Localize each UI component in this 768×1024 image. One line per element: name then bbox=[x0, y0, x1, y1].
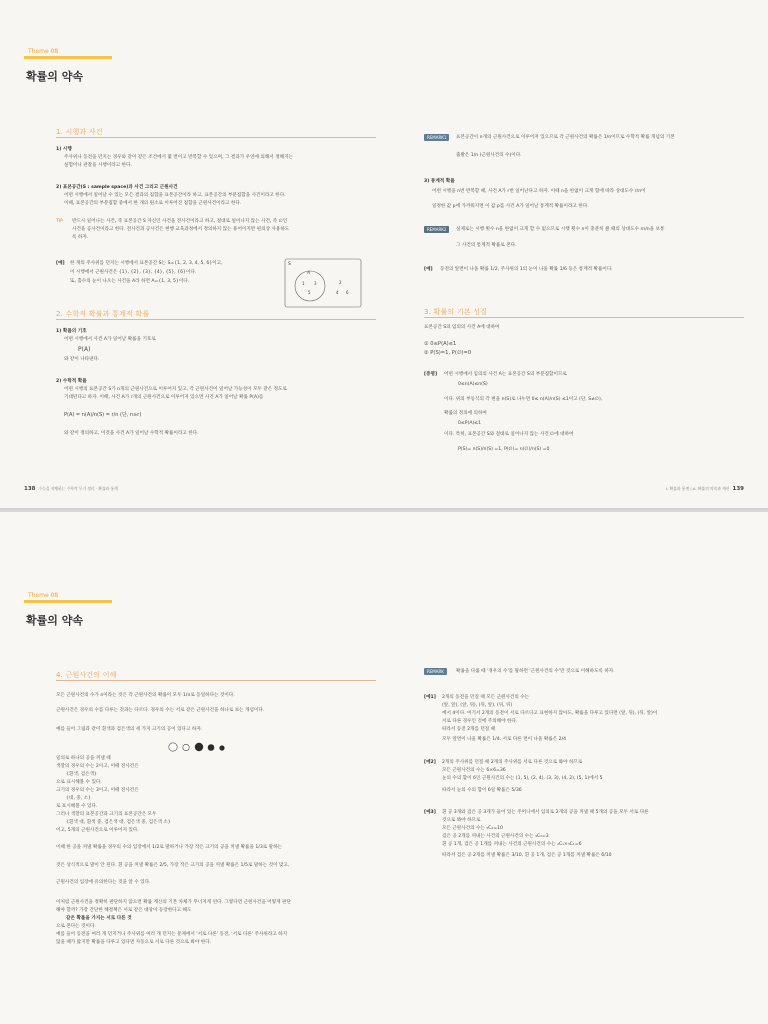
proof-label: [증명] bbox=[424, 372, 438, 377]
text-line: 사건을 공사건이라고 한다. 전사건과 공사건은 현행 교육과정에서 정의하지 않는 용어이지만 편의상 사용하도 bbox=[72, 227, 290, 232]
text-line: 색깔의 경우의 수는 2이고, 이때 전사건은 bbox=[56, 764, 139, 769]
proof-line: P(S)= n(S)/n(S) =1, P(∅)= n(∅)/n(S) =0 bbox=[458, 447, 550, 452]
text-line: 해야 할까? 가장 간단한 해결책은 서로 같은 대상이 등장한다고 해도 bbox=[56, 908, 192, 913]
text-line: 일정한 값 p에 가까워지면 이 값 p를 사건 A가 일어날 통계적 확률이라고 한다. bbox=[432, 204, 589, 209]
section-rule bbox=[56, 319, 376, 320]
example-line: 따라서 눈의 수의 합이 6일 확률은 5/36 bbox=[442, 788, 522, 793]
text-line: 이처럼 근원사건을 정확히 판단하지 않으면 확률 계산의 기본 차체가 무너지게 된다. 그렇다면 근원사건을 어떻게 판단 bbox=[56, 900, 291, 905]
text-line: 크기의 경우의 수는 3이고, 이때 전사건은 bbox=[56, 788, 139, 793]
text-line: {대, 중, 소} bbox=[66, 796, 91, 801]
text-line: 어떤 시행의 표본공간 S가 n개의 근원사건으로 이루어져 있고, 각 근원사건이 일어날 가능성이 모두 같은 정도로 bbox=[64, 387, 287, 392]
theme-underline bbox=[24, 600, 112, 603]
example-line: 따라서 동전 2개를 던질 때 bbox=[442, 727, 496, 732]
text-line: 것은 상식적으로 말이 안 된다. 흰 공을 꺼낼 확률은 2/5, 가장 작은 크기의 공을 꺼낼 확률은 1/5로 말하는 것이 맞고, bbox=[56, 863, 290, 868]
formula-line: P(A) bbox=[78, 346, 91, 353]
section-heading-probability: 2. 수학적 확률과 통계적 확률 bbox=[56, 310, 150, 318]
remark-line: 확률을 다룰 때 '경우의 수'를 말하면 '근원사건의 수'만 것으로 이해하도록 하자. bbox=[456, 669, 615, 674]
footer-right bbox=[666, 486, 744, 492]
remark-badge: REMARK2 bbox=[424, 226, 449, 233]
proof-line: 0≤n(A)≤n(S) bbox=[458, 382, 488, 387]
text-line: 예를 들어 그림과 같이 흰색과 검은색의 세 가지 크기의 공이 있다고 하자. bbox=[56, 727, 203, 732]
ball-illustration bbox=[168, 742, 230, 752]
example-label: [예2] bbox=[424, 760, 436, 765]
example-line: 따라서 검은 공 2개를 꺼낼 확률은 3/10, 흰 공 1개, 검은 공 1개를 꺼낼 확률은 6/10 bbox=[442, 853, 612, 858]
text-line: 예를 들어 동전을 여러 개 던지거나 주사위를 여러 개 던지는 문제에서 '서로 다른' 동전, '서로 다른' 주사위라고 하지 bbox=[56, 932, 288, 937]
remark-line: 실제로는 시행 횟수 n을 한없이 크게 할 수 없으므로 시행 횟수 n이 충분히 클 때의 상대도수 rn/n을 보통 bbox=[456, 227, 665, 232]
venn-element: 5 bbox=[308, 290, 311, 295]
example-line: 검은 공 2개를 꺼내는 사건의 근원사건의 수는 ₃C₂=3 bbox=[442, 834, 549, 839]
sample-space-box bbox=[285, 259, 361, 307]
text-line: 1) 확률의 기호 bbox=[56, 329, 87, 334]
text-line: 실험이나 관찰을 시행이라고 한다. bbox=[64, 163, 132, 168]
text-line: 3) 통계적 확률 bbox=[424, 179, 455, 184]
property-line: ① 0≤P(A)≤1 bbox=[424, 341, 457, 347]
proof-line: 이다. 특히, 표본공간 S와 절대로 일어나지 않는 사건 ∅에 대하여 bbox=[444, 432, 574, 437]
text-line: 2) 표본공간(S : sample space)과 사건 그리고 근원사건 bbox=[56, 185, 178, 190]
black-large-ball bbox=[195, 743, 203, 751]
remark-line: 그 사건의 통계적 확률로 본다. bbox=[456, 243, 517, 248]
white-medium-ball bbox=[183, 744, 189, 750]
section-rule bbox=[56, 137, 376, 138]
text-line: 1) 시행 bbox=[56, 147, 72, 152]
example-line: 한 개의 주사위를 던지는 시행에서 표본공간 S는 S={1, 2, 3, 4, 5, 6}이고, bbox=[70, 261, 223, 266]
text-line: 반드시 일어나는 사건, 즉 표본공간 S 자신인 사건을 전사건이라고 하고, 절대로 일어나지 않는 사건, 즉 ∅인 bbox=[72, 219, 288, 224]
text-line: 와 같이 정의하고, 이것을 사건 A가 일어날 수학적 확률이라고 한다. bbox=[64, 431, 199, 436]
text-line: 어떤 시행을 n번 반복할 때, 사건 A가 r번 일어난다고 하자. 이때 n을 한없이 크게 함에 따라 상대도수 r/n이 bbox=[432, 189, 646, 194]
proof-line: 0≤P(A)≤1 bbox=[458, 421, 482, 426]
page-title: 확률의 약속 bbox=[26, 614, 83, 627]
example-line: 이 시행에서 근원사건은 {1}, {2}, {3}, {4}, {5}, {6}이다. bbox=[70, 270, 197, 275]
text-line: 어떤 시행에서 일어날 수 있는 모든 결과의 집합을 표본공간이라 하고, 표본공간의 부분집합을 사건이라고 한다. bbox=[64, 193, 286, 198]
text-line: 으로 본다는 것이다. bbox=[56, 924, 96, 929]
remark-line: 출발은 1/n (근원사건의 수)이다. bbox=[456, 153, 522, 158]
property-line: ② P(S)=1, P(∅)=0 bbox=[424, 350, 472, 356]
example-label: [예] bbox=[56, 261, 65, 266]
example-label: [예3] bbox=[424, 810, 436, 815]
text-line: {흰색 대, 흰색 중, 검은색 대, 검은색 중, 검은색 소} bbox=[66, 820, 171, 825]
example-line: 또, 홀수의 눈이 나오는 사건을 A라 하면 A={1, 3, 5}이다. bbox=[70, 279, 190, 284]
section-heading-trials-events: 1. 시행과 사건 bbox=[56, 128, 103, 136]
section-rule bbox=[56, 680, 376, 681]
formula-line: P(A) = n(A)/n(S) = r/n (단, n≥r) bbox=[64, 412, 142, 418]
text-line: {흰색, 검은색} bbox=[66, 772, 97, 777]
footer-left bbox=[24, 486, 118, 492]
theme-label: Theme 08 bbox=[28, 592, 59, 599]
example-line: 에서 4이다. 여기서 2개의 동전이 서로 다르다고 표현하지 않아도, 확률을 다루고 있다면 (앞, 뒤), (뒤, 앞)이 bbox=[442, 711, 658, 716]
text-line: 이때 한 공을 꺼낼 확률을 경우의 수의 입장에서 1/2로 말하거나 가장 작은 크기의 공을 꺼낼 확률을 1/3로 말하는 bbox=[56, 845, 282, 850]
tip-label: TIP bbox=[56, 219, 63, 224]
text-line: 모든 근원사건의 수가 n이라는 것은 각 근원사건의 확률이 모두 1/n로 동일하다는 것이다. bbox=[56, 693, 235, 698]
textbook-page-spread-bottom bbox=[0, 512, 768, 1024]
page-number: 138 bbox=[24, 486, 36, 492]
text-line: 록 하자. bbox=[72, 235, 89, 240]
venn-element: 1 bbox=[302, 281, 305, 286]
footer-text: 수능을 지탱하는 수학적 무기 정리 · 확률과 통계 bbox=[38, 486, 118, 491]
example-line: 흰 공 3개와 검은 공 3개가 들어 있는 주머니에서 임의로 2개의 공을 꺼낼 때 5개의 공을 모두 서로 다른 bbox=[442, 810, 649, 815]
venn-element: 4 bbox=[336, 290, 339, 295]
example-label: [예1] bbox=[424, 695, 436, 700]
text-line: 으로 표시해볼 수 있다. bbox=[56, 780, 102, 785]
proof-line: 확률의 정의에 의하여 bbox=[444, 411, 487, 416]
text-line: 그러나 색깔의 표본공간과 크기의 표본공간은 모두 bbox=[56, 812, 157, 817]
emphasis-line: 같은 확률을 가지는 서로 다른 것 bbox=[66, 916, 132, 921]
text-line: 근원사건의 입장에 유의한다는 것을 알 수 있다. bbox=[56, 880, 151, 885]
section-heading-elementary-events: 4. 근원사건의 이해 bbox=[56, 671, 117, 679]
example-line: 흰 공 1개, 검은 공 1개를 꺼내는 사건의 근원사건의 수는 ₂C₁×₃C₁=6 bbox=[442, 842, 582, 847]
page-title: 확률의 약속 bbox=[26, 70, 83, 83]
venn-diagram bbox=[284, 258, 362, 308]
example-line: 것으로 봐야 하므로 bbox=[442, 818, 481, 823]
section-rule bbox=[424, 317, 744, 318]
example-line: 2개의 주사위를 던질 때 2개의 주사위를 서로 다른 것으로 봐야 하므로 bbox=[442, 760, 583, 765]
example-label: [예] bbox=[424, 267, 433, 272]
text-line: 2) 수학적 확률 bbox=[56, 379, 87, 384]
venn-element: 3 bbox=[314, 281, 317, 286]
page-number: 139 bbox=[732, 486, 744, 492]
white-large-ball bbox=[169, 743, 177, 751]
black-medium-ball bbox=[208, 744, 215, 751]
venn-element: 2 bbox=[339, 280, 342, 285]
text-line: 일의로 하나의 공을 꺼낼 때 bbox=[56, 756, 111, 761]
venn-label-s: S bbox=[288, 262, 291, 267]
example-line: 모든 근원사건의 수는 6×6=36 bbox=[442, 768, 506, 773]
text-line: 기대된다고 하자. 이때, 사건 A가 r개의 근원사건으로 이루어져 있으면 사건 A가 일어날 확률 P(A)를 bbox=[64, 395, 264, 400]
example-line: (앞, 앞), (앞, 뒤), (뒤, 앞), (뒤, 뒤) bbox=[442, 703, 513, 708]
text-line: 이때, 표본공간의 부분집합 중에서 한 개의 원소로 이루어진 집합을 근원사건이라고 한다. bbox=[64, 201, 242, 206]
venn-element: 6 bbox=[346, 290, 349, 295]
theme-underline bbox=[24, 56, 112, 59]
example-line: 눈의 수의 합이 6인 근원사건의 수는 (1, 5), (2, 4), (3, 3), (4, 2), (5, 1)에서 5 bbox=[442, 776, 603, 781]
proof-line: 어떤 시행에서 임의의 사건 A는 표본공간 S의 부분집합이므로 bbox=[444, 372, 567, 377]
text-line: 로 표시해볼 수 있다. bbox=[56, 804, 98, 809]
remark-badge: REMARK bbox=[424, 668, 447, 675]
black-small-ball bbox=[219, 745, 224, 750]
example-line: 모든 근원사건의 수는 ₅C₂=10 bbox=[442, 826, 503, 831]
section-heading-basic-properties: 3. 확률의 기본 성질 bbox=[424, 308, 488, 316]
text-line: 와 같이 나타낸다. bbox=[64, 357, 100, 362]
example-line: 서로 다른 경우인 것에 주의해야 한다. bbox=[442, 719, 518, 724]
footer-text: I. 확률과 통계 | A. 확률의 약속과 계산 bbox=[666, 486, 730, 491]
example-line: 동전의 앞면이 나올 확률 1/2, 주사위의 1의 눈이 나올 확률 1/6 등은 통계적 확률이다. bbox=[440, 267, 613, 272]
text-line: 않을 때가 많지만 확률을 다루고 있다면 자동으로 서로 다른 것으로 봐야 한다. bbox=[56, 940, 212, 945]
text-line: 주사위나 동전을 던지는 경우와 같이 같은 조건에서 몇 번이고 반복할 수 있으며, 그 결과가 우연에 의해서 정해지는 bbox=[64, 155, 293, 160]
example-line: 모두 앞면이 나올 확률은 1/4, 서로 다른 면이 나올 확률은 2/4 bbox=[442, 737, 567, 742]
remark-badge: REMARK1 bbox=[424, 134, 449, 141]
theme-label: Theme 08 bbox=[28, 48, 59, 55]
text-line: 표본공간 S의 임의의 사건 A에 대하여 bbox=[424, 325, 500, 330]
example-line: 2개의 동전을 던질 때 모든 근원사건의 수는 bbox=[442, 695, 530, 700]
remark-line: 표본공간이 n개의 근원사건으로 이루어져 있으므로 각 근원사건의 확률은 1/n이므로 수학적 확률 개념의 기본 bbox=[456, 135, 675, 140]
venn-label-a: A bbox=[307, 271, 311, 276]
proof-line: 이다. 위의 부등식의 각 변을 n(S)로 나누면 0≤ n(A)/n(S) ≤1이고 (단, S≠∅), bbox=[444, 397, 603, 402]
text-line: 근원사건은 경우의 수를 다루는 것과는 다르다. 경우의 수는 서로 같은 근원사건을 하나로 보는 개념이다. bbox=[56, 708, 265, 713]
text-line: 어떤 시행에서 사건 A가 일어날 확률을 기호로 bbox=[64, 337, 156, 342]
text-line: 이고, 5개의 근원사건으로 이루어져 있다. bbox=[56, 828, 139, 833]
